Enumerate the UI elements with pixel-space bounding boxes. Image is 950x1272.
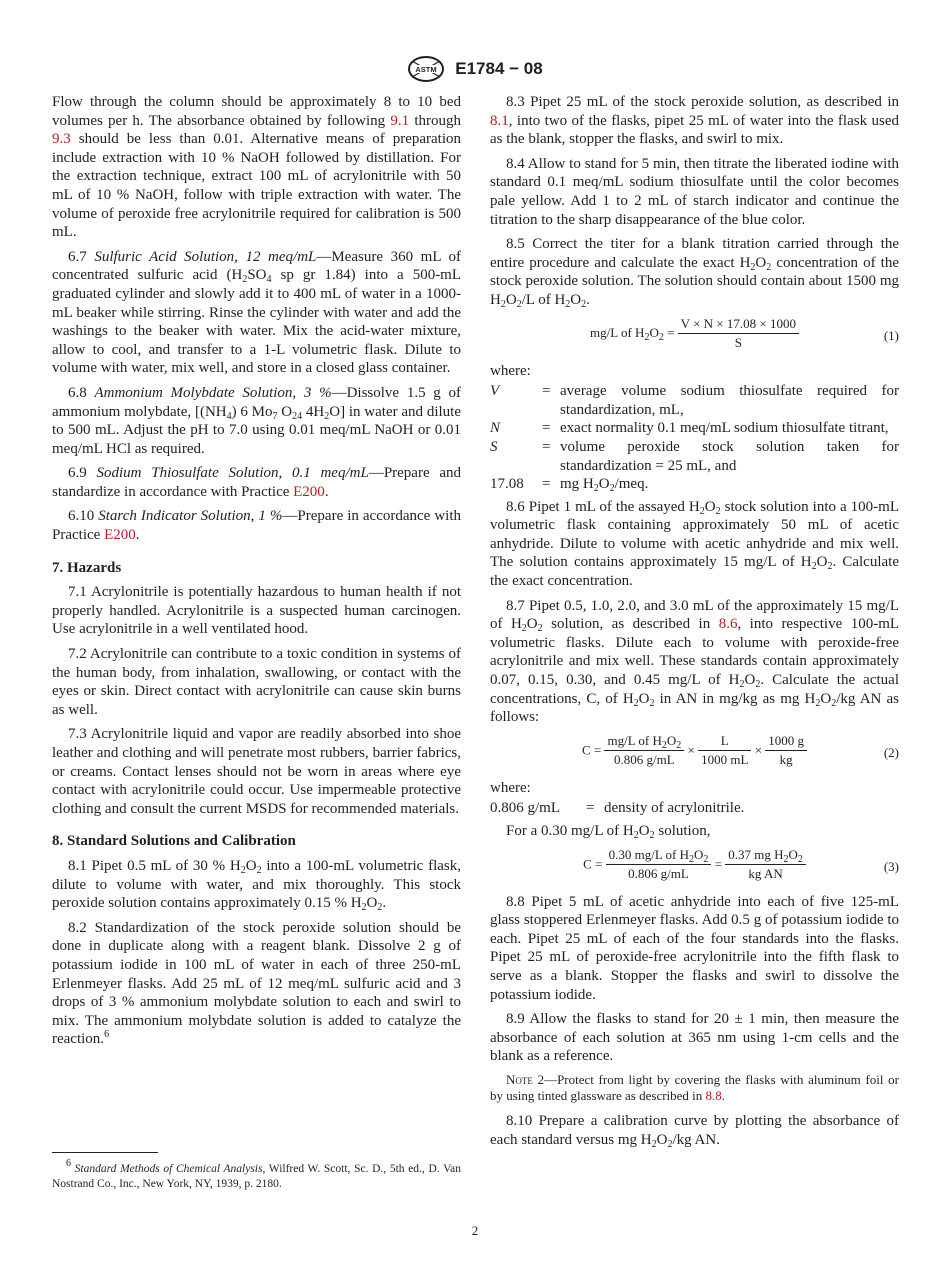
equation-number: (1)	[883, 327, 899, 343]
left-column	[52, 93, 461, 1055]
equation-number: (2)	[883, 744, 899, 760]
logo-text: ASTM	[415, 65, 437, 74]
paragraph-6-8: 6.8 Ammonium Molybdate Solution, 3 %—Dissolve 1.5 g of ammonium molybdate, [$(NH_4)$ 6 $Mo_7$ $O_{24}$ $4H_2O$] in water and dilute to 500 mL. Adjust the pH to 7.0 using 0.01 meq/mL NaOH or 0.01 meq/mL HCl as required.	[52, 384, 462, 457]
standard-link-e200[interactable]: E200	[293, 483, 325, 500]
fraction: $\frac{L}{1000 mL}$	[698, 733, 751, 768]
paragraph-8-8: 8.8 Pipet 5 mL of acetic anhydride into each of five 125-mL glass stoppered Erlenmeyer flasks. Add 0.5 g of potassium iodide to each. Pipet 25 mL of each of the four standards into the flasks. Pipet 25 mL of peroxide-free acrylonitrile into the fifth flask to serve as a blank. Stopper the flasks and swirl to dissolve the potassium iodide.	[490, 893, 899, 1003]
document-id: E1784 − 08	[455, 59, 543, 78]
paragraph-6-6-continued: Flow through the column should be approximately 8 to 10 bed volumes per h. The absorbance obtained by following 9.1 through 9.3 should be less than 0.01. Alternative means of preparation include extraction with 10 % NaOH followed by distillation. For the extraction technique, extract 100 mL of acrylonitrile with 50 mL of 10 % NaOH, follow with triple extraction with water. The volume of peroxide free acrylonitrile required for calibration is 500 mL.	[52, 94, 462, 241]
footnote-ref[interactable]: 6	[104, 1029, 110, 1041]
footnote-6: $^6$ Standard Methods of Chemical Analysis, Wilfred W. Scott, Sc. D., 5th ed., D. Van Nostrand Co., Inc., New York, NY, 1939, p. 2180.	[52, 1158, 461, 1190]
paragraph-7-2: 7.2 Acrylonitrile can contribute to a toxic condition in systems of the human body, from inhalation, swallowing, or contact with the eyes or skin. Direct contact with acrylonitrile can cause skin burns as well.	[52, 646, 461, 718]
paragraph-example: For a 0.30 mg/L of $H_2O_2$ solution,	[506, 823, 711, 841]
section-link-9-1[interactable]: 9.1	[390, 112, 410, 129]
paragraph-8-2: 8.2 Standardization of the stock peroxide solution should be done in duplicate along with a reagent blank. Dissolve 2 g of potassium iodide in 100 mL of water in each of three 250-mL Erlenmeyer flasks. Add 25 mL of 12 meq/mL sulfuric acid and 3 drops of 3 % ammonium molybdate solution to each and swirl to mix. The ammonium molybdate solution is added to catalyze the reaction.$^6$	[52, 919, 461, 1048]
paragraph-8-6: 8.6 Pipet 1 mL of the assayed $H_2O_2$ stock solution into a 100-mL volumetric flask containing approximately 50 mL of acetic anhydride. Dilute to volume with acetic anhydride and mix well. The solution contains approximately 15 mg/L of $H_2O_2$. Calculate the exact concentration.	[490, 498, 899, 590]
section-title: Sodium Thiosulfate Solution, 0.1 meq/mL	[96, 465, 369, 482]
note-2: Note 2—Protect from light by covering the flasks with aluminum foil or by using tinted glassware as described in 8.8.	[490, 1071, 899, 1103]
paragraph-8-7: 8.7 Pipet 0.5, 1.0, 2.0, and 3.0 mL of the approximately 15 mg/L of $H_2O_2$ solution, as described in 8.6, into respective 100-mL volumetric flasks. Dilute each to volume with peroxide-free acrylonitrile and mix well. These standards contain approximately 0.07, 0.15, 0.30, and 0.45 mg/L of $H_2O_2$. Calculate the actual concentrations, C, of $H_2O_2$ in AN in mg/kg as mg $H_2O_2/kg$ AN as follows:	[490, 597, 900, 726]
paragraph-8-9: 8.9 Allow the flasks to stand for 20 ± 1 min, then measure the absorbance of each solution at 365 nm using 1-cm cells and the blank as a reference.	[490, 1011, 899, 1065]
where-label: where:	[490, 779, 531, 796]
paragraph-8-5: 8.5 Correct the titer for a blank titration carried through the entire procedure and calculate the exact $H_2O_2$ concentration of the stock peroxide solution. The solution should contain about 1500 mg $H_2O_2/L$ of $H_2O_2$.	[490, 236, 899, 310]
paragraph-6-9: 6.9 Sodium Thiosulfate Solution, 0.1 meq/mL—Prepare and standardize in accordance with Practice E200.	[52, 465, 462, 500]
paragraph-8-10: 8.10 Prepare a calibration curve by plotting the absorbance of each standard versus mg $H_2O_2/kg$ AN.	[490, 1112, 899, 1150]
section-heading-standard-solutions: 8. Standard Solutions and Calibration	[52, 833, 296, 850]
definition-row: 0.806 g/mL = density of acrylonitrile.	[490, 800, 745, 817]
section-title: Starch Indicator Solution, 1 %	[98, 508, 283, 525]
fraction: $\frac{V \times N \times 17.08 \times 1000}{S}$	[678, 316, 799, 351]
definition-row: N = exact normality 0.1 meq/mL sodium thiosulfate titrant,	[490, 420, 889, 437]
footnote-divider	[52, 1152, 158, 1153]
fraction: $\frac{1000 g}{kg}$	[765, 733, 807, 768]
fraction: $\frac{0.30 mg/L of H_2O_2}{0.806 g/mL}$	[606, 847, 712, 882]
fraction: $\frac{0.37 mg H_2O_2}{\text{kg AN}}$	[725, 847, 806, 882]
variable-definitions	[490, 799, 899, 818]
definition-row: S = volume peroxide stock solution taken for standardization = 25 mL, and	[490, 438, 899, 474]
paragraph-6-7: 6.7 Sulfuric Acid Solution, 12 meq/mL—Measure 360 mL of concentrated sulfuric acid ($H_2SO_4$ sp gr 1.84) into a 500-mL graduated cylinder and slowly add it to 400 mL of water in a 1000-mL beaker while stirring. Rinse the cylinder with water and add the washings to the beaker with water. Mix the acid-water mixture, allow to cool, and transfer to a 1-L volumetric flask. Dilute to volume with water, mix well, and store in a closed glass container.	[52, 248, 462, 377]
page-number: 2	[471, 1223, 479, 1238]
section-title: Sulfuric Acid Solution, 12 meq/mL	[94, 248, 317, 265]
section-link-8-6[interactable]: 8.6	[718, 616, 738, 633]
section-title: Ammonium Molybdate Solution, 3 %	[94, 384, 332, 401]
equation-3: C = $\frac{0.30 mg/L of H_2O_2}{0.806 g/mL}$ = $\frac{0.37 mg H_2O_2}{\text{kg AN}}$ (3)	[583, 846, 899, 881]
equation-1: mg/L of $H_2O_2$ = $\frac{V \times N \times 17.08 \times 1000}{S}$ (1)	[590, 315, 899, 350]
section-link-8-1[interactable]: 8.1	[490, 112, 509, 129]
section-heading-hazards: 7. Hazards	[52, 559, 122, 576]
paragraph-6-10: 6.10 Starch Indicator Solution, 1 %—Prepare in accordance with Practice E200.	[52, 508, 461, 544]
definition-row: 17.08 = mg $H_2O_2$/meq.	[490, 476, 649, 495]
paragraph-8-1: 8.1 Pipet 0.5 mL of 30 % $H_2O_2$ into a 100-mL volumetric flask, dilute to volume with water, and mix thoroughly. This stock peroxide solution contains approximately 0.15 % $H_2O_2$.	[52, 857, 461, 914]
where-label: where:	[490, 362, 531, 379]
paragraph-8-4: 8.4 Allow to stand for 5 min, then titrate the liberated iodine with standard 0.1 meq/mL sodium thiosulfate until the color becomes pale yellow. Add 1 to 2 mL of starch indicator and continue the titration to the sharp disappearance of the blue color.	[490, 155, 899, 228]
astm-logo-icon	[407, 56, 445, 82]
paragraph-8-3: 8.3 Pipet 25 mL of the stock peroxide solution, as described in 8.1, into two of the flasks, pipet 25 mL of water into the flask used as the blank, stopper the flasks, and swirl to mix.	[490, 94, 899, 148]
variable-definitions	[490, 382, 899, 494]
paragraph-7-3: 7.3 Acrylonitrile liquid and vapor are readily absorbed into shoe leather and clothing and will penetrate most rubbers, barrier fabrics, or creams. Contact lenses should not be worn in areas where eye contact with acrylonitrile could occur. Use impermeable protective clothing and consult the current MSDS for recommended materials.	[52, 726, 461, 817]
section-link-8-8[interactable]: 8.8	[705, 1087, 722, 1103]
definition-row: V = average volume sodium thiosulfate required for standardization, mL,	[490, 383, 899, 418]
page-header	[0, 56, 950, 82]
right-column	[490, 93, 899, 1155]
paragraph-7-1: 7.1 Acrylonitrile is potentially hazardous to human health if not properly handled. Acrylonitrile is a suspected human carcinogen. Use acrylonitrile in a well ventilated hood.	[52, 584, 461, 638]
section-link-9-3[interactable]: 9.3	[52, 131, 71, 148]
fraction: $\frac{mg/L of H_2O_2}{0.806 g/mL}$	[604, 733, 684, 768]
standard-link-e200[interactable]: E200	[104, 527, 136, 544]
equation-number: (3)	[883, 858, 899, 874]
equation-2: C = $\frac{mg/L of H_2O_2}{0.806 g/mL}$ × $\frac{L}{1000 mL}$ × $\frac{1000 g}{kg}$ (2)	[581, 732, 899, 767]
